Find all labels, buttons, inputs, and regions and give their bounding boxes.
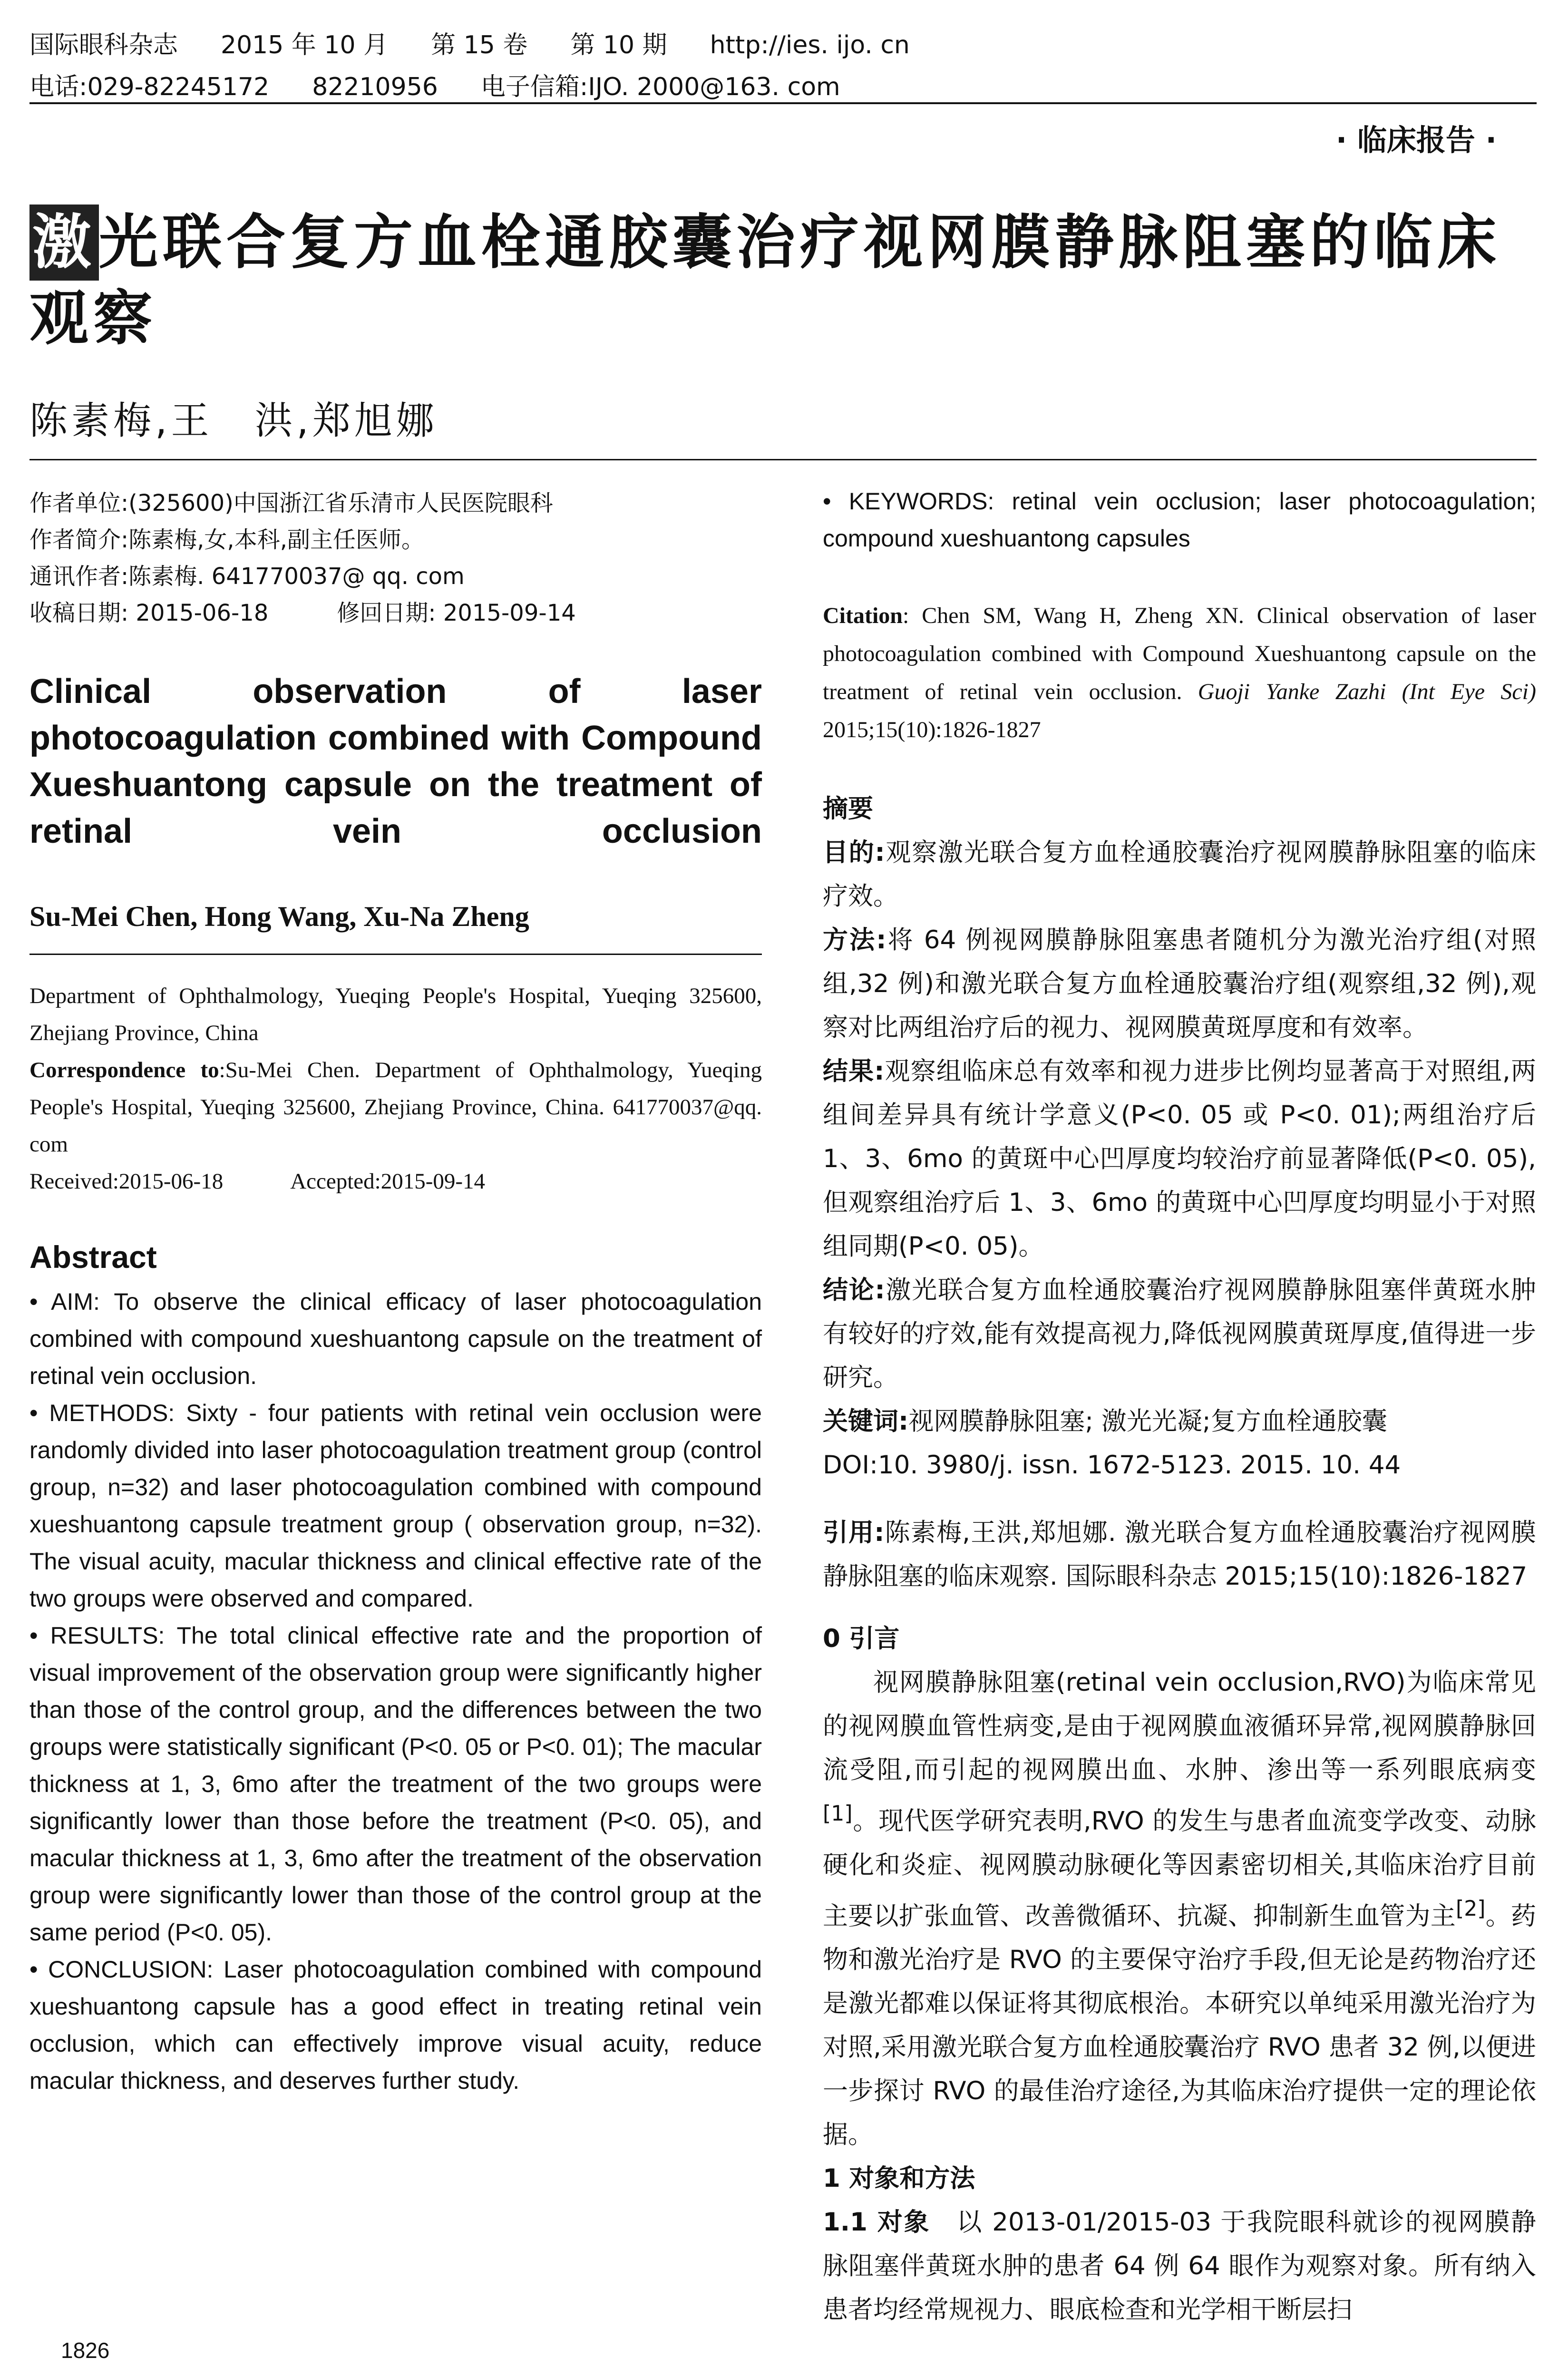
abstract-results xyxy=(29,1617,762,1951)
methods-label: • METHODS: xyxy=(29,1400,175,1426)
keywords-text: • KEYWORDS: retinal vein occlusion; laser photocoagulation; compound xueshuantong capsules xyxy=(823,488,1536,552)
zh-doi[interactable]: DOI:10. 3980/j. issn. 1672-5123. 2015. 10. 44 xyxy=(823,1451,1401,1480)
keywords-en xyxy=(823,483,1536,557)
results-label: • RESULTS: xyxy=(29,1622,165,1649)
citation-en xyxy=(823,597,1536,749)
english-authors: Su-Mei Chen, Hong Wang, Xu-Na Zheng xyxy=(29,901,529,932)
issue-year: 2015 年 10 月 xyxy=(221,31,389,59)
zh-abstract-heading: 摘要 xyxy=(823,794,873,823)
title-first-char: 激 xyxy=(29,205,99,281)
zh-keywords xyxy=(823,1400,1536,1443)
subjects-text: 以 2013-01/2015-03 于我院眼科就诊的视网膜静脉阻塞伴黄斑水肿的患者 64 例 64 眼作为观察对象。所有纳入患者均经常规视力、眼底检查和光学相干断层扫 xyxy=(823,2208,1536,2325)
citation-label: Citation xyxy=(823,603,903,628)
zh-keywords-label: 关键词: xyxy=(823,1407,909,1436)
zh-results-label: 结果: xyxy=(823,1057,885,1086)
article-title xyxy=(29,205,1537,357)
section-tag: · 临床报告 · xyxy=(1335,123,1497,157)
abstract-en xyxy=(29,1283,762,2099)
department: Department of Ophthalmology, Yueqing People's Hospital, Yueqing 325600, Zhejiang Province, China xyxy=(29,984,762,1045)
journal-name: 国际眼科杂志 xyxy=(29,31,178,59)
phone: 电话:029-82245172 xyxy=(29,73,270,101)
abstract-methods xyxy=(29,1394,762,1617)
running-header-line2 xyxy=(29,67,883,102)
abstract-conclusion xyxy=(29,1951,762,2099)
corresponding-zh: 通讯作者:陈素梅. 641770037@ qq. com xyxy=(29,563,465,590)
methods-text: Sixty - four patients with retinal vein occlusion were randomly divided into laser photocoagulation treatment group (control group, n=32) and laser photocoagulation combined with compound xueshuantong capsule treatment group ( observation group, n=32). The visual acuity, macular thickness and clinical effective rate of the two groups were observed and compared. xyxy=(29,1400,762,1612)
citation-tail: 2015;15(10):1826-1827 xyxy=(823,717,1041,742)
conclusion-text: Laser photocoagulation combined with compound xueshuantong capsule has a good effect in treating retinal vein occlusion, which can effectively improve visual acuity, reduce macular thickness, and deserves further study. xyxy=(29,1956,762,2094)
results-text: The total clinical effective rate and the proportion of visual improvement of the observation group were significantly higher than those of the control group, and the differences between the two groups were statistically significant (P<0. 05 or P<0. 01); The macular thickness at 1, 3, 6mo after the treatment of the two groups were significantly lower than those before the treatment (P<0. 05), and macular thickness at 1, 3, 6mo after the treatment of the observation group were significantly lower than those of the control group at the same period (P<0. 05). xyxy=(29,1622,762,1946)
title-rest: 光联合复方血栓通胶囊治疗视网膜静脉阻塞的临床观察 xyxy=(29,208,1501,353)
citation-text: : Chen SM, Wang H, Zheng XN. Clinical observation of laser photocoagulation combined with Compound Xueshuantong capsule on the treatment of retinal vein occlusion. xyxy=(823,603,1536,704)
correspondence xyxy=(29,1052,762,1163)
running-header-line1 xyxy=(29,25,953,60)
phone2: 82210956 xyxy=(312,73,438,101)
intro-text-1: 视网膜静脉阻塞(retinal vein occlusion,RVO)为临床常见的视网膜血管性病变,是由于视网膜血液循环异常,视网膜静脉回流受阻,而引起的视网膜出血、水肿、渗出等一系列眼底病变 xyxy=(823,1668,1536,1784)
citation-journal: Guoji Yanke Zazhi (Int Eye Sci) xyxy=(1182,679,1536,704)
zh-results xyxy=(823,1050,1536,1268)
zh-methods xyxy=(823,918,1536,1050)
author-info xyxy=(29,485,762,632)
ref-2[interactable]: [2] xyxy=(1455,1896,1486,1921)
received-accepted: Received:2015-06-18 Accepted:2015-09-14 xyxy=(29,1169,486,1194)
english-title: Clinical observation of laser photocoagulation combined with Compound Xueshuantong capsule on the treatment of retinal vein occlusion xyxy=(29,672,762,850)
zh-cite-label: 引用: xyxy=(823,1518,885,1547)
journal-url[interactable]: http://ies. ijo. cn xyxy=(710,31,910,59)
zh-aim-text: 观察激光联合复方血栓通胶囊治疗视网膜静脉阻塞的临床疗效。 xyxy=(823,838,1537,911)
author-bio-zh: 作者简介:陈素梅,女,本科,副主任医师。 xyxy=(29,526,424,553)
intro-text-2: 。现代医学研究表明,RVO 的发生与患者血流变学改变、动脉硬化和炎症、视网膜动脉硬化等因素密切相关,其临床治疗目前主要以扩张血管、改善微循环、抗凝、抑制新生血管为主 xyxy=(823,1806,1536,1931)
zh-cite xyxy=(823,1511,1536,1598)
zh-methods-label: 方法: xyxy=(823,925,886,955)
correspondence-text: :Su-Mei Chen. Department of Ophthalmology, Yueqing People's Hospital, Yueqing 325600, Zhejiang Province, China. 641770037@qq. com xyxy=(29,1058,762,1157)
intro-heading: 0 引言 xyxy=(823,1624,900,1653)
zh-aim xyxy=(823,831,1536,918)
author-rule xyxy=(29,954,762,955)
authors-zh: 陈素梅,王 洪,郑旭娜 xyxy=(29,399,438,443)
zh-conclusion-label: 结论: xyxy=(823,1276,885,1305)
email[interactable]: 电子信箱:IJO. 2000@163. com xyxy=(480,73,840,101)
abstract-heading: Abstract xyxy=(29,1239,157,1275)
affiliation-zh: 作者单位:(325600)中国浙江省乐清市人民医院眼科 xyxy=(29,490,553,516)
conclusion-label: • CONCLUSION: xyxy=(29,1956,214,1983)
intro-paragraph xyxy=(823,1661,1536,2157)
page-number: 1826 xyxy=(61,2338,110,2363)
subjects-heading: 1.1 对象 xyxy=(823,2208,930,2237)
zh-keywords-text: 视网膜静脉阻塞; 激光光凝;复方血栓通胶囊 xyxy=(908,1407,1387,1436)
correspondence-label: Correspondence to xyxy=(29,1058,219,1082)
zh-cite-text: 陈素梅,王洪,郑旭娜. 激光联合复方血栓通胶囊治疗视网膜静脉阻塞的临床观察. 国际眼科杂志 2015;15(10):1826-1827 xyxy=(823,1518,1536,1591)
volume: 第 15 卷 xyxy=(431,31,528,59)
zh-results-text: 观察组临床总有效率和视力进步比例均显著高于对照组,两组间差异具有统计学意义(P<0. 05 或 P<0. 01);两组治疗后 1、3、6mo 的黄斑中心凹厚度均较治疗前显著降低(P<0. 05),但观察组治疗后 1、3、6mo 的黄斑中心凹厚度均明显小于对照组同期(P<0. 05)。 xyxy=(823,1057,1536,1261)
abstract-aim xyxy=(29,1283,762,1394)
zh-aim-label: 目的: xyxy=(823,838,885,867)
title-rule xyxy=(29,459,1537,460)
issue-number: 第 10 期 xyxy=(570,31,667,59)
header-rule xyxy=(29,102,1537,104)
abstract-zh xyxy=(823,787,1536,1598)
affiliation-en xyxy=(29,977,762,1200)
methods-heading: 1 对象和方法 xyxy=(823,2164,975,2193)
introduction xyxy=(823,1617,1536,2332)
zh-conclusion-text: 激光联合复方血栓通胶囊治疗视网膜静脉阻塞伴黄斑水肿有较好的疗效,能有效提高视力,降低视网膜黄斑厚度,值得进一步研究。 xyxy=(823,1276,1537,1392)
dates-zh: 收稿日期: 2015-06-18 修回日期: 2015-09-14 xyxy=(29,600,576,626)
aim-label: • AIM: xyxy=(29,1288,100,1315)
aim-text: To observe the clinical efficacy of laser photocoagulation combined with compound xueshuantong capsule on the treatment of retinal vein occlusion. xyxy=(29,1288,762,1389)
ref-1[interactable]: [1] xyxy=(823,1802,853,1826)
zh-methods-text: 将 64 例视网膜静脉阻塞患者随机分为激光治疗组(对照组,32 例)和激光联合复方血栓通胶囊治疗组(观察组,32 例),观察对比两组治疗后的视力、视网膜黄斑厚度和有效率。 xyxy=(823,925,1537,1042)
zh-conclusion xyxy=(823,1268,1536,1400)
subjects-paragraph xyxy=(823,2201,1536,2332)
intro-text-3: 。药物和激光治疗是 RVO 的主要保守治疗手段,但无论是药物治疗还是激光都难以保证将其彻底根治。本研究以单纯采用激光治疗为对照,采用激光联合复方血栓通胶囊治疗 RVO 患者 32 例,以便进一步探讨 RVO 的最佳治疗途径,为其临床治疗提供一定的理论依据。 xyxy=(823,1901,1537,2150)
